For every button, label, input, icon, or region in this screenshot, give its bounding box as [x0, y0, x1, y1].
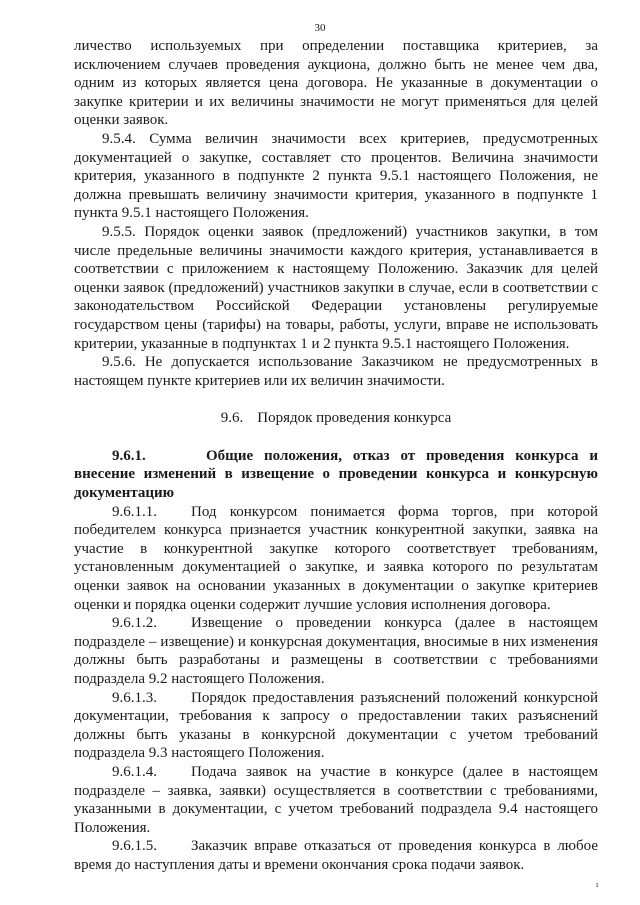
document-body	[74, 37, 598, 875]
page-number: 30	[314, 22, 326, 34]
item-9-6-1-1	[74, 503, 598, 615]
subsection-number: 9.6.1.	[112, 447, 146, 464]
item-number: 9.6.1.4.	[112, 763, 157, 780]
section-number: 9.6.	[220, 410, 244, 427]
item-9-6-1-2	[74, 614, 598, 688]
item-text: Под конкурсом понимается форма торгов, при которой победителем конкурса признается участник конкурентной закупки, заявка на участие в конкурентной закупке которого соответствует требованиям, установленным документацией о закупке, и заявка которого по результатам оценки заявок на основании указанных в документации о закупке критериев оценки и порядка оценки содержит лучшие условия исполнения договора.	[74, 503, 598, 613]
item-number: 9.6.1.3.	[112, 689, 157, 706]
paragraph-9-5-6: 9.5.6. Не допускается использование Заказчиком не предусмотренных в настоящем пункте критериев или их величин значимости.	[74, 354, 598, 389]
item-text: Порядок предоставления разъяснений положений конкурсной документации, требования к запросу о предоставлении таких разъяснений должны быть указаны в конкурсной документации с учетом требований подраздела 9.3 настоящего Положения.	[74, 689, 598, 762]
section-title: Порядок проведения конкурса	[257, 410, 452, 427]
subsection-heading	[74, 447, 598, 503]
item-9-6-1-4	[74, 763, 598, 837]
item-text: Подача заявок на участие в конкурсе (далее в настоящем подразделе – заявка, заявки) осуществляется в соответствии с требованиями, указанными в документации, с учетом требований подраздела 9.4 настоящего Положения.	[74, 763, 598, 836]
paragraph-9-5-4: 9.5.4. Сумма величин значимости всех критериев, предусмотренных документацией о закупке, составляет сто процентов. Величина значимости критерия, указанного в подпункте 2 пункта 9.5.1 настоящего Положения, не должна превышать величину значимости критерия, указанного в подпункте 1 пункта 9.5.1 настоящего Положения.	[74, 130, 598, 222]
item-number: 9.6.1.2.	[112, 615, 157, 632]
item-text: Заказчик вправе отказаться от проведения конкурса в любое время до наступления даты и времени окончания срока подачи заявок.	[74, 838, 598, 873]
subsection-title: Общие положения, отказ от проведения конкурса и внесение изменений в извещение о проведении конкурса и конкурсную документацию	[74, 447, 598, 502]
item-9-6-1-5	[74, 837, 598, 874]
paragraph-continuation: личество используемых при определении поставщика критериев, за исключением случаев проведения аукциона, должно быть не менее чем два, одним из которых является цена договора. Не указанные в документации о закупке критерии и их величины значимости не могут применяться для целей оценки заявок.	[74, 38, 598, 129]
paragraph-9-5-5: 9.5.5. Порядок оценки заявок (предложений) участников закупки, в том числе предельные величины значимости каждого критерия, устанавливается в соответствии с приложением к настоящему Положению. Заказчик для целей оценки заявок (предложений) участников закупки в случае, если в соответствии с законодательством Российской Федерации установлены регулируемые государством цены (тарифы) на товары, работы, услуги, вправе не использовать критерии, указанные в подпунктах 1 и 2 пункта 9.5.1 настоящего Положения.	[74, 223, 598, 352]
section-heading	[74, 409, 598, 428]
item-9-6-1-3	[74, 689, 598, 763]
item-number: 9.6.1.5.	[112, 838, 157, 855]
item-number: 9.6.1.1.	[112, 503, 157, 520]
item-text: Извещение о проведении конкурса (далее в настоящем подразделе – извещение) и конкурсная документация, вносимые в них изменения должны быть разработаны и размещены в соответствии с требованиями подраздела 9.2 настоящего Положения.	[74, 615, 598, 687]
corner-mark: ı	[596, 880, 599, 889]
